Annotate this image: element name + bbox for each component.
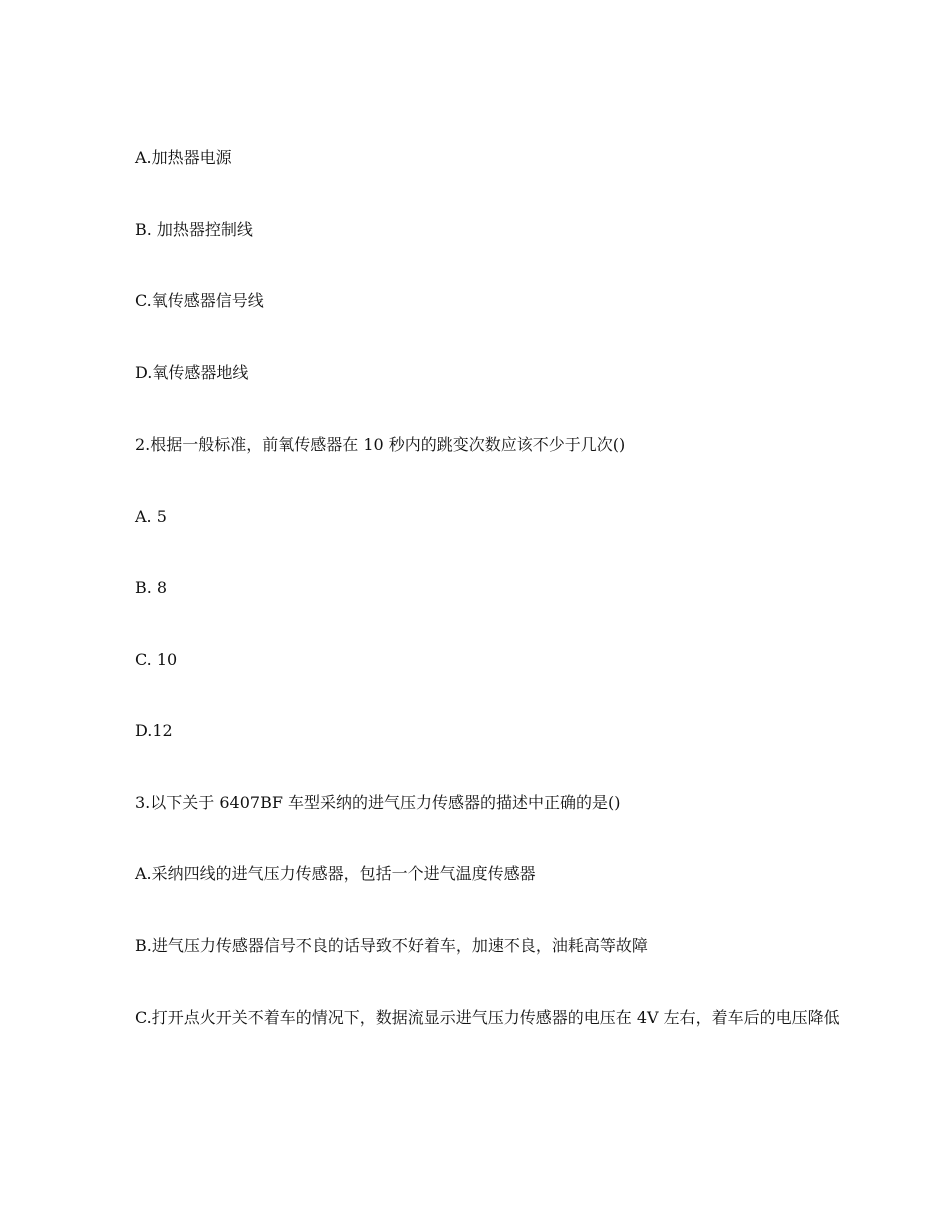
option-a-heater-power: A.加热器电源 bbox=[135, 148, 232, 167]
question-3-option-c: C.打开点火开关不着车的情况下，数据流显示进气压力传感器的电压在 4V 左右，着车后的电压降低 bbox=[135, 1008, 840, 1027]
question-2-option-a: A. 5 bbox=[135, 507, 167, 526]
option-c-o2-signal: C.氧传感器信号线 bbox=[135, 291, 264, 310]
question-2: 2.根据一般标准，前氧传感器在 10 秒内的跳变次数应该不少于几次() bbox=[135, 435, 626, 454]
question-2-option-b: B. 8 bbox=[135, 578, 168, 597]
question-3-option-a: A.采纳四线的进气压力传感器，包括一个进气温度传感器 bbox=[135, 864, 536, 883]
option-b-heater-control: B. 加热器控制线 bbox=[135, 220, 253, 239]
question-3-option-b: B.进气压力传感器信号不良的话导致不好着车，加速不良，油耗高等故障 bbox=[135, 936, 648, 955]
question-3: 3.以下关于 6407BF 车型采纳的进气压力传感器的描述中正确的是() bbox=[135, 793, 621, 812]
option-d-o2-ground: D.氧传感器地线 bbox=[135, 363, 249, 382]
question-2-option-c: C. 10 bbox=[135, 650, 178, 669]
question-2-option-d: D.12 bbox=[135, 721, 173, 740]
